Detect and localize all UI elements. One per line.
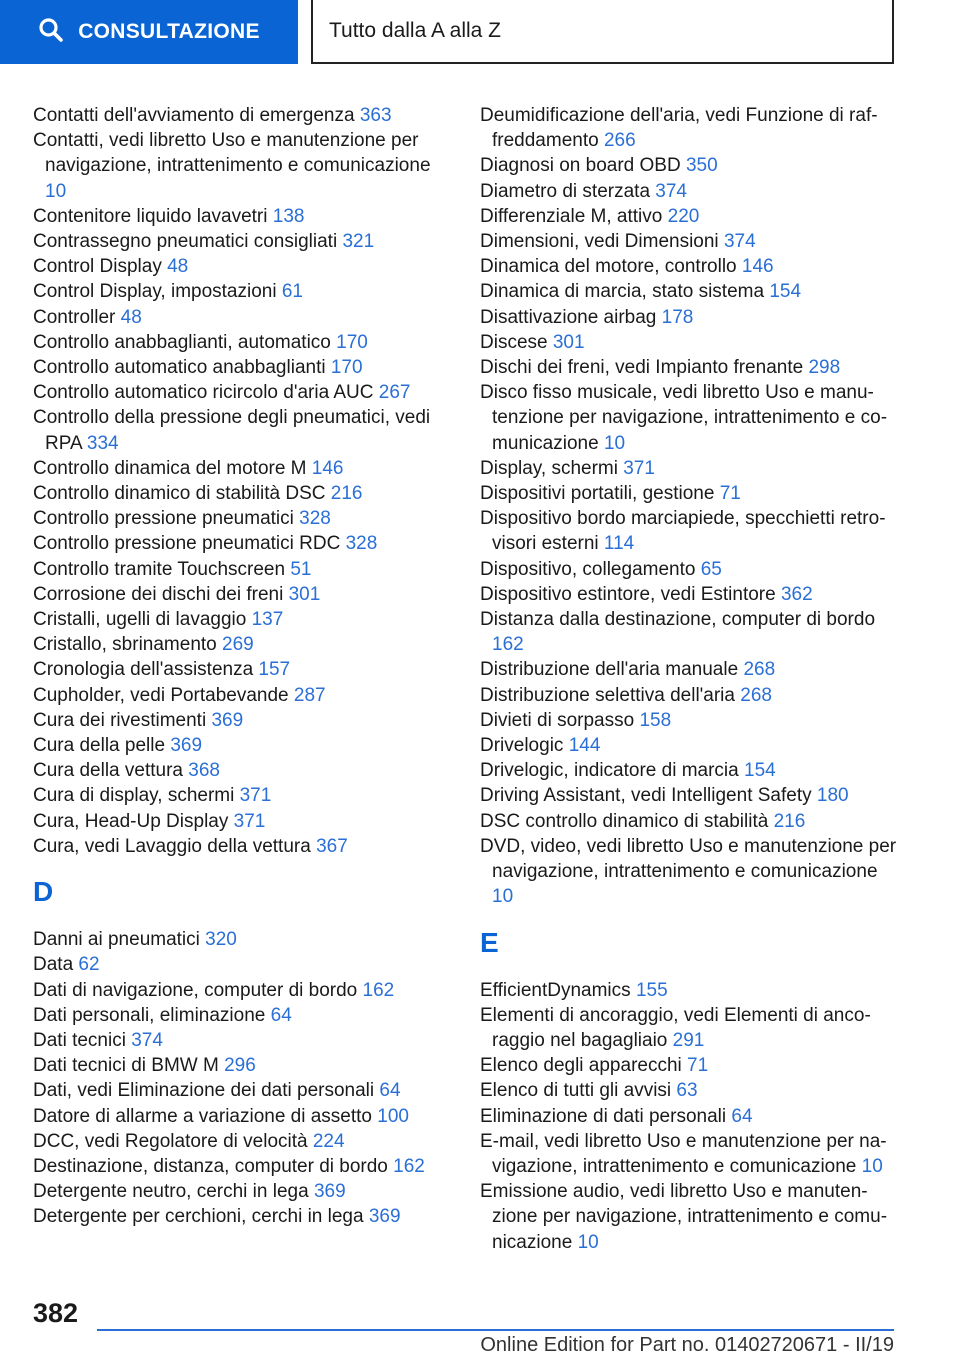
index-entry-text: Diagnosi on board OBD xyxy=(480,155,686,177)
index-entry-text: Detergente neutro, cerchi in lega xyxy=(33,1181,314,1203)
page-reference-link[interactable]: 369 xyxy=(368,1206,401,1228)
index-entry xyxy=(33,927,453,952)
index-entry-text: Danni ai pneumatici xyxy=(33,929,206,951)
index-entry xyxy=(33,456,453,481)
index-entry xyxy=(480,229,900,254)
index-entry-text: E-mail, vedi libretto Uso e manutenzione per navigazione, intrattenimento e comunicazione xyxy=(480,1130,887,1177)
page-reference-link[interactable]: 374 xyxy=(723,231,756,253)
page-reference-link[interactable]: 298 xyxy=(808,357,841,379)
page-reference-link[interactable]: 334 xyxy=(86,432,119,454)
page-reference-link[interactable]: 10 xyxy=(492,886,514,908)
index-entry xyxy=(480,330,900,355)
index-entry-text: Diametro di sterzata xyxy=(480,180,656,202)
page-reference-link[interactable]: 224 xyxy=(312,1130,345,1152)
page-reference-link[interactable]: 162 xyxy=(492,634,524,656)
index-entry-text: Cura dei rivestimenti xyxy=(33,709,212,731)
section-letter-d: D xyxy=(33,876,54,908)
index-entry-text: Controllo della pressione degli pneumatici, vedi RPA xyxy=(33,407,431,454)
index-entry-text: Differenziale M, attivo xyxy=(480,205,668,227)
page-reference-link[interactable]: 268 xyxy=(740,684,772,706)
index-entry-text: Eliminazione di dati personali xyxy=(480,1105,732,1127)
index-entry-text: Controllo dinamica del motore M xyxy=(33,457,312,479)
page-reference-link[interactable]: 144 xyxy=(568,735,601,757)
index-entry-text: Controllo dinamico di stabilità DSC xyxy=(33,483,331,505)
index-entry-text: Controller xyxy=(33,306,121,328)
page-reference-link[interactable]: 268 xyxy=(743,659,776,681)
index-entry-text: Cura, Head-Up Display xyxy=(33,810,234,832)
index-entry-text: Cura di display, schermi xyxy=(33,785,240,807)
index-entry-text: Deumidificazione dell'aria, vedi Funzione di raffreddamento xyxy=(480,105,878,152)
index-entry xyxy=(33,380,453,405)
index-entry xyxy=(480,305,900,330)
index-entry-text: Driving Assistant, vedi Intelligent Safety xyxy=(480,785,817,807)
index-entry xyxy=(33,330,453,355)
index-entry xyxy=(480,506,900,556)
page-reference-link[interactable]: 100 xyxy=(377,1105,409,1127)
index-entry-text: Dispositivo estintore, vedi Estintore xyxy=(480,583,781,605)
index-entry xyxy=(480,179,900,204)
index-entry-text: Dati di navigazione, computer di bordo xyxy=(33,979,363,1001)
page-reference-link[interactable]: 64 xyxy=(379,1080,401,1102)
index-entry xyxy=(480,103,900,153)
page-reference-link[interactable]: 162 xyxy=(362,979,395,1001)
footer-divider xyxy=(97,1329,894,1331)
page-reference-link[interactable]: 48 xyxy=(167,256,189,278)
index-entry-text: Datore di allarme a variazione di assetto xyxy=(33,1105,378,1127)
page-reference-link[interactable]: 369 xyxy=(170,735,203,757)
page-reference-link[interactable]: 267 xyxy=(378,382,411,404)
index-entry-text: Cronologia dell'assistenza xyxy=(33,659,259,681)
index-entry-text: Dispositivi portatili, gestione xyxy=(480,483,720,505)
page-reference-link[interactable]: 154 xyxy=(769,281,802,303)
index-entry-text: Divieti di sorpasso xyxy=(480,709,640,731)
index-entry xyxy=(480,834,900,910)
index-entry-text: Controllo tramite Touchscreen xyxy=(33,558,291,580)
index-entry-text: Emissione audio, vedi libretto Uso e manutenzione per navigazione, intrattenimento e comunicazione xyxy=(480,1181,888,1253)
page-reference-link[interactable]: 155 xyxy=(635,979,668,1001)
page-reference-link[interactable]: 320 xyxy=(205,929,237,951)
index-entry xyxy=(480,355,900,380)
index-entry-text: Cura, vedi Lavaggio della vettura xyxy=(33,835,317,857)
index-entry-text: Cristalli, ugelli di lavaggio xyxy=(33,609,252,631)
index-entry-text: Corrosione dei dischi dei freni xyxy=(33,583,289,605)
index-entry xyxy=(33,1204,453,1229)
page-reference-link[interactable]: 10 xyxy=(861,1155,883,1177)
page-reference-link[interactable]: 269 xyxy=(222,634,254,656)
index-entry-text: Dimensioni, vedi Dimensioni xyxy=(480,231,724,253)
index-entry xyxy=(480,380,900,456)
index-entry xyxy=(480,582,900,607)
page-reference-link[interactable]: 374 xyxy=(131,1029,163,1051)
index-entry xyxy=(33,809,453,834)
page-reference-link[interactable]: 64 xyxy=(731,1105,753,1127)
index-entry xyxy=(33,952,453,977)
index-entry-text: Cura della pelle xyxy=(33,735,171,757)
index-entry xyxy=(33,582,453,607)
index-entry xyxy=(33,128,453,204)
index-entry xyxy=(480,1053,900,1078)
page-reference-link[interactable]: 138 xyxy=(272,205,305,227)
index-entry xyxy=(33,305,453,330)
page-reference-link[interactable]: 371 xyxy=(623,457,655,479)
page-reference-link[interactable]: 367 xyxy=(316,835,348,857)
page-reference-link[interactable]: 137 xyxy=(251,609,284,631)
page-reference-link[interactable]: 301 xyxy=(288,583,321,605)
index-entry-text: Dinamica di marcia, stato sistema xyxy=(480,281,770,303)
index-entry-text: Dischi dei freni, vedi Impianto frenante xyxy=(480,357,809,379)
page-reference-link[interactable]: 350 xyxy=(685,155,718,177)
index-entry xyxy=(33,1154,453,1179)
index-entry xyxy=(480,456,900,481)
section-title-tab[interactable] xyxy=(311,0,894,64)
page-reference-link[interactable]: 65 xyxy=(700,558,722,580)
index-entry xyxy=(480,683,900,708)
index-entry xyxy=(33,229,453,254)
index-entry-text: Display, schermi xyxy=(480,457,624,479)
index-entry-text: Distribuzione dell'aria manuale xyxy=(480,659,744,681)
index-entry xyxy=(480,783,900,808)
index-entry-text: Controllo pressione pneumatici xyxy=(33,508,300,530)
index-entry-text: Controllo pressione pneumatici RDC xyxy=(33,533,346,555)
index-entry-text: Discese xyxy=(480,331,553,353)
footer-edition: Online Edition for Part no. 01402720671 - II/19 xyxy=(480,1334,894,1356)
index-entry xyxy=(480,978,900,1003)
page-reference-link[interactable]: 71 xyxy=(719,483,741,505)
index-entry-text: Dati tecnici di BMW M xyxy=(33,1055,225,1077)
index-entry xyxy=(480,733,900,758)
index-entry xyxy=(480,481,900,506)
index-entry-text: Cupholder, vedi Portabevande xyxy=(33,684,294,706)
index-entry-text: Cura della vettura xyxy=(33,760,189,782)
index-entry-text: Control Display, impostazioni xyxy=(33,281,282,303)
index-entry-text: Cristallo, sbrinamento xyxy=(33,634,223,656)
index-entry xyxy=(33,355,453,380)
index-entry xyxy=(33,1028,453,1053)
index-entry xyxy=(480,557,900,582)
index-entry-text: Drivelogic, indicatore di marcia xyxy=(480,760,744,782)
index-column-right xyxy=(480,103,900,1255)
index-entry-text: Dispositivo, collegamento xyxy=(480,558,701,580)
index-entry-text: Controllo automatico anabbaglianti xyxy=(33,357,331,379)
index-entry-text: DVD, video, vedi libretto Uso e manutenzione per navigazione, intrattenimento e comunicazione xyxy=(480,835,897,883)
index-entry xyxy=(33,1129,453,1154)
index-entry-text: Controllo automatico ricircolo d'aria AUC xyxy=(33,382,379,404)
page-reference-link[interactable]: 291 xyxy=(672,1029,705,1051)
page-reference-link[interactable]: 321 xyxy=(342,231,375,253)
index-entry-text: Dati, vedi Eliminazione dei dati personali xyxy=(33,1080,380,1102)
page-reference-link[interactable]: 157 xyxy=(258,659,291,681)
index-entry xyxy=(33,657,453,682)
page-reference-link[interactable]: 51 xyxy=(290,558,312,580)
page-reference-link[interactable]: 158 xyxy=(639,709,672,731)
index-entry-text: Controllo anabbaglianti, automatico xyxy=(33,331,337,353)
page-reference-link[interactable]: 71 xyxy=(687,1055,709,1077)
page-reference-link[interactable]: 64 xyxy=(270,1004,292,1026)
index-entry xyxy=(480,204,900,229)
section-title: Tutto dalla A alla Z xyxy=(329,19,501,42)
index-entry xyxy=(480,254,900,279)
index-entry xyxy=(480,1003,900,1053)
index-entry-text: Contrassegno pneumatici consigliati xyxy=(33,231,343,253)
index-entry xyxy=(33,204,453,229)
page-reference-link[interactable]: 48 xyxy=(120,306,142,328)
index-entry-text: Data xyxy=(33,954,79,976)
index-entry-text: Elementi di ancoraggio, vedi Elementi di ancoraggio nel bagagliaio xyxy=(480,1004,871,1051)
index-entry xyxy=(33,834,453,859)
index-entry-text: Dispositivo bordo marciapiede, specchietti retrovisori esterni xyxy=(480,508,886,555)
index-entry-text: Elenco degli apparecchi xyxy=(480,1055,688,1077)
page-reference-link[interactable]: 178 xyxy=(661,306,694,328)
page-reference-link[interactable]: 369 xyxy=(313,1181,346,1203)
index-entry xyxy=(33,405,453,455)
index-entry-text: Disco fisso musicale, vedi libretto Uso e manutenzione per navigazione, intrattenimento e comunicazione xyxy=(480,382,888,454)
index-entry-text: Destinazione, distanza, computer di bordo xyxy=(33,1155,394,1177)
index-column-left xyxy=(33,103,453,1230)
index-entry-text: Elenco di tutti gli avvisi xyxy=(480,1080,677,1102)
page-reference-link[interactable]: 170 xyxy=(336,331,368,353)
page-reference-link[interactable]: 287 xyxy=(293,684,326,706)
index-entry xyxy=(480,279,900,304)
index-entry xyxy=(480,1129,900,1179)
tab-consultazione[interactable] xyxy=(0,0,298,64)
index-entry-text: EfficientDynamics xyxy=(480,979,636,1001)
page-reference-link[interactable]: 328 xyxy=(299,508,331,530)
page-reference-link[interactable]: 216 xyxy=(330,483,363,505)
page-reference-link[interactable]: 180 xyxy=(816,785,849,807)
tab-label: CONSULTAZIONE xyxy=(78,20,260,43)
index-entry xyxy=(33,103,453,128)
index-entry xyxy=(33,733,453,758)
index-entry xyxy=(33,557,453,582)
page-reference-link[interactable]: 10 xyxy=(603,432,626,454)
page-reference-link[interactable]: 162 xyxy=(393,1155,425,1177)
page-reference-link[interactable]: 362 xyxy=(780,583,813,605)
index-entry-text: Dinamica del motore, controllo xyxy=(480,256,742,278)
index-entry-text: Distanza dalla destinazione, computer di bordo xyxy=(480,609,876,631)
page-reference-link[interactable]: 154 xyxy=(744,760,776,782)
page-reference-link[interactable]: 170 xyxy=(330,357,363,379)
page-reference-link[interactable]: 374 xyxy=(655,180,687,202)
index-entry xyxy=(33,481,453,506)
index-entry xyxy=(33,607,453,632)
page-reference-link[interactable]: 328 xyxy=(345,533,378,555)
index-entry-text: Disattivazione airbag xyxy=(480,306,662,328)
index-entry-text: DSC controllo dinamico di stabilità xyxy=(480,810,774,832)
index-entry-text: DCC, vedi Regolatore di velocità xyxy=(33,1130,313,1152)
index-entry xyxy=(33,506,453,531)
index-entry xyxy=(33,279,453,304)
index-entry-text: Dati personali, eliminazione xyxy=(33,1004,271,1026)
index-entry xyxy=(33,758,453,783)
index-entry-text: Dati tecnici xyxy=(33,1029,132,1051)
index-entry xyxy=(33,1104,453,1129)
page-reference-link[interactable]: 266 xyxy=(603,130,636,152)
page-reference-link[interactable]: 114 xyxy=(603,533,635,555)
search-icon xyxy=(38,17,64,48)
page-reference-link[interactable]: 216 xyxy=(773,810,806,832)
index-entry xyxy=(480,1078,900,1103)
page-reference-link[interactable]: 61 xyxy=(281,281,303,303)
page-reference-link[interactable]: 146 xyxy=(311,457,344,479)
index-entry-text: Contenitore liquido lavavetri xyxy=(33,205,273,227)
index-entry xyxy=(33,1078,453,1103)
index-entry xyxy=(480,809,900,834)
page-reference-link[interactable]: 368 xyxy=(188,760,220,782)
index-entry xyxy=(480,1179,900,1255)
page-reference-link[interactable]: 10 xyxy=(577,1231,599,1253)
index-entry xyxy=(33,254,453,279)
page-reference-link[interactable]: 62 xyxy=(78,954,100,976)
page-reference-link[interactable]: 63 xyxy=(676,1080,698,1102)
index-entry xyxy=(33,708,453,733)
index-entry-text: Detergente per cerchioni, cerchi in lega xyxy=(33,1206,369,1228)
index-entry xyxy=(33,683,453,708)
index-entry xyxy=(33,531,453,556)
page-reference-link[interactable]: 220 xyxy=(667,205,700,227)
index-entry xyxy=(480,657,900,682)
page-number: 382 xyxy=(33,1298,79,1328)
index-entry xyxy=(33,1179,453,1204)
index-entry xyxy=(480,758,900,783)
page-reference-link[interactable]: 146 xyxy=(741,256,774,278)
page-reference-link[interactable]: 371 xyxy=(239,785,272,807)
page-reference-link[interactable]: 363 xyxy=(359,105,392,126)
index-entry xyxy=(33,978,453,1003)
index-entry-text: Distribuzione selettiva dell'aria xyxy=(480,684,741,706)
section-letter-e: E xyxy=(480,926,499,958)
page-reference-link[interactable]: 301 xyxy=(552,331,585,353)
index-entry xyxy=(33,632,453,657)
index-entry-text: Drivelogic xyxy=(480,735,569,757)
index-entry xyxy=(480,607,900,657)
index-entry xyxy=(480,708,900,733)
index-entry xyxy=(480,1104,900,1129)
page-reference-link[interactable]: 371 xyxy=(233,810,266,832)
index-entry xyxy=(33,1053,453,1078)
index-entry xyxy=(33,1003,453,1028)
index-entry xyxy=(33,783,453,808)
index-entry-text: Contatti dell'avviamento di emergenza xyxy=(33,105,360,126)
index-entry xyxy=(480,153,900,178)
page-reference-link[interactable]: 10 xyxy=(45,180,67,202)
page-reference-link[interactable]: 369 xyxy=(211,709,244,731)
page-reference-link[interactable]: 296 xyxy=(224,1055,256,1077)
index-entry-text: Contatti, vedi libretto Uso e manutenzione per navigazione, intrattenimento e comunicazione xyxy=(33,130,431,177)
index-entry-text: Control Display xyxy=(33,256,168,278)
